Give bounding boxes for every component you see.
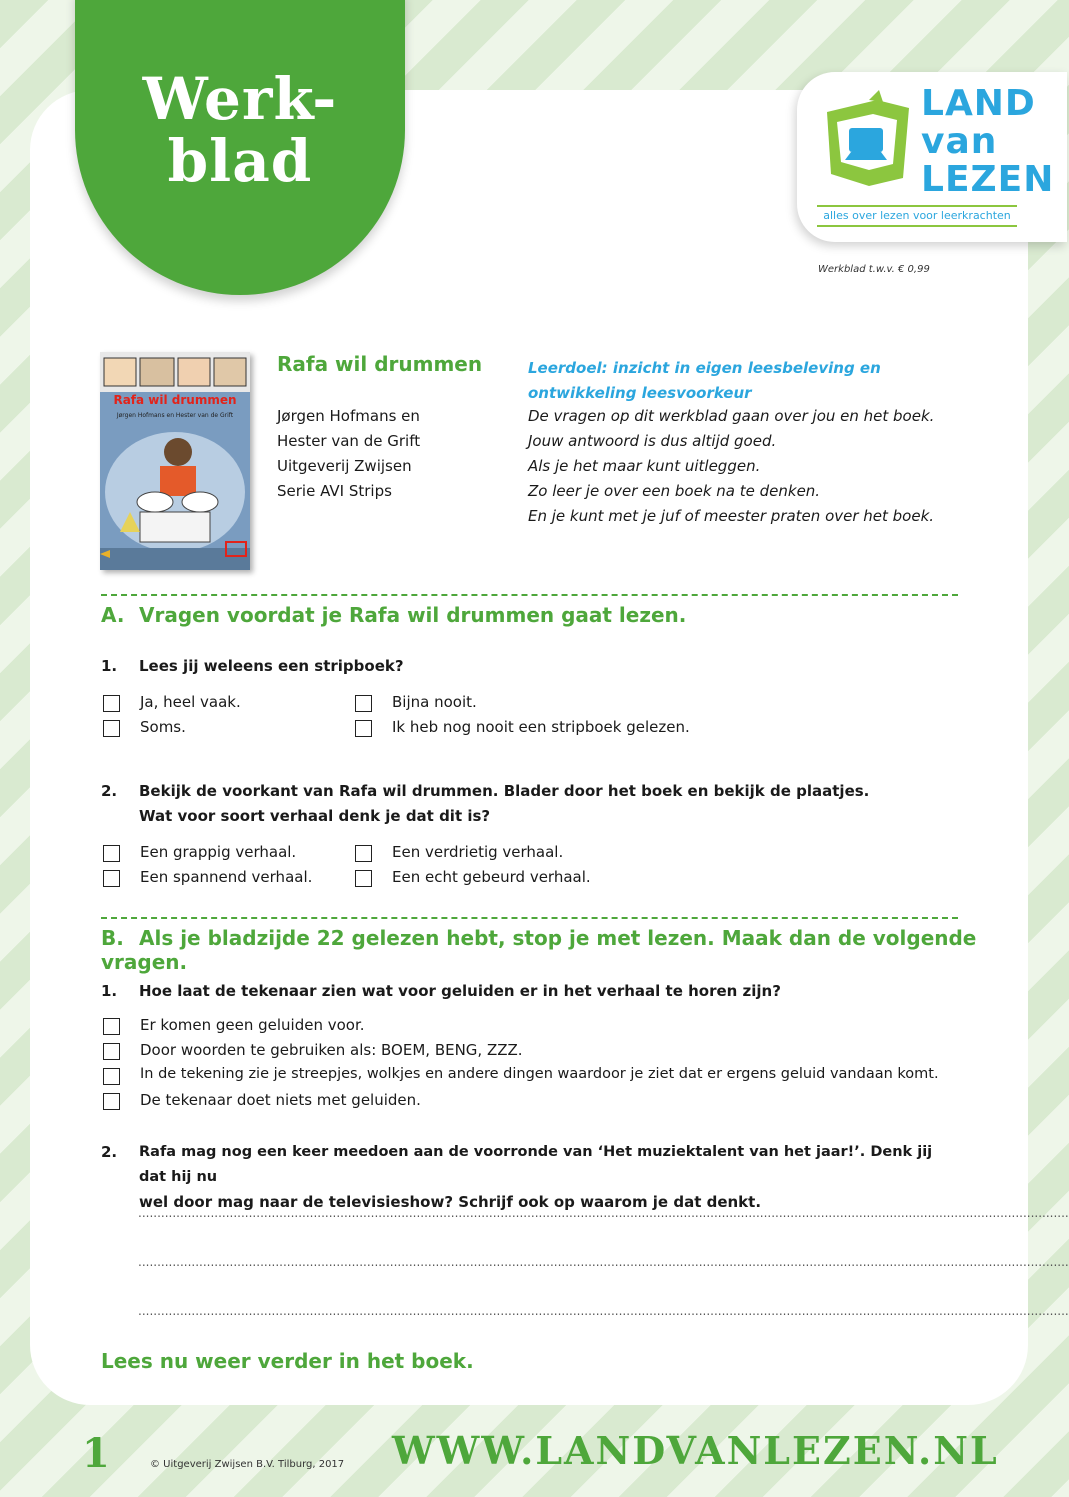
page-number: 1 (82, 1430, 110, 1477)
checkbox[interactable] (103, 720, 120, 737)
question-a2: 2. Bekijk de voorkant van Rafa wil drummen. Blader door het boek en bekijk de plaatjes. Wat voor soort verhaal denk je dat dit is? (101, 782, 870, 825)
checkbox[interactable] (103, 1043, 120, 1060)
copyright: © Uitgeverij Zwijsen B.V. Tilburg, 2017 (150, 1459, 345, 1470)
checkbox[interactable] (103, 870, 120, 887)
section-divider (101, 917, 958, 919)
question-b2: 2. Rafa mag nog een keer meedoen aan de voorronde van ‘Het muziektalent van het jaar!’. Denk jij dat hij nu wel door mag naar de televisieshow? Schrijf ook op waarom je dat denkt. (101, 1143, 933, 1211)
section-divider (101, 594, 958, 596)
website-link[interactable]: WWW.LANDVANLEZEN.NL (392, 1428, 999, 1473)
question-a1: 1. Lees jij weleens een stripboek? (101, 657, 404, 675)
logo-word-van: van (921, 121, 998, 162)
checkbox[interactable] (355, 870, 372, 887)
book-cover-image (100, 352, 250, 570)
section-b-heading: B. Als je bladzijde 22 gelezen hebt, stop je met lezen. Maak dan de volgende vragen. (101, 926, 977, 974)
book-series: Serie AVI Strips (277, 482, 392, 500)
checkbox[interactable] (355, 720, 372, 737)
logo-word-lezen: LEZEN (921, 159, 1055, 200)
price-note: Werkblad t.w.v. € 0,99 (818, 264, 930, 275)
section-a-heading: A. Vragen voordat je Rafa wil drummen gaat lezen. (101, 603, 687, 627)
land-van-lezen-logo[interactable] (797, 72, 1067, 242)
werkblad-title: Werk- blad (142, 65, 338, 195)
svg-text:Jørgen Hofmans en Hester van d: Jørgen Hofmans en Hester van de Grift (116, 412, 234, 419)
logo-word-land: LAND (921, 83, 1036, 124)
checkbox[interactable] (355, 695, 372, 712)
checkbox[interactable] (103, 1068, 120, 1085)
answer-line[interactable]: .................................................................................................................................................................................................................................................... (138, 1206, 1069, 1220)
checkbox[interactable] (355, 845, 372, 862)
checkbox[interactable] (103, 1018, 120, 1035)
book-author-2: Hester van de Grift (277, 432, 421, 450)
book-info (277, 404, 420, 504)
learning-goal: Leerdoel: inzicht in eigen leesbeleving en ontwikkeling leesvoorkeur (528, 359, 881, 402)
tv-book-icon (817, 90, 917, 190)
svg-text:Rafa wil drummen: Rafa wil drummen (113, 393, 237, 407)
answer-line[interactable]: .................................................................................................................................................................................................................................................... (138, 1255, 1069, 1269)
checkbox[interactable] (103, 1093, 120, 1110)
checkbox[interactable] (103, 845, 120, 862)
book-title: Rafa wil drummen (277, 352, 483, 376)
question-b1: 1. Hoe laat de tekenaar zien wat voor geluiden er in het verhaal te horen zijn? (101, 982, 781, 1000)
checkbox[interactable] (103, 695, 120, 712)
book-publisher: Uitgeverij Zwijsen (277, 457, 412, 475)
logo-tagline: alles over lezen voor leerkrachten (817, 205, 1017, 227)
answer-line[interactable]: .................................................................................................................................................................................................................................................... (138, 1304, 1069, 1318)
book-author-1: Jørgen Hofmans en (277, 407, 420, 425)
intro-text: De vragen op dit werkblad gaan over jou en het boek. Jouw antwoord is dus altijd goed. Als je het maar kunt uitleggen. Zo leer je over een boek na te denken. En je kunt met je juf of meester praten over het boek. (528, 407, 935, 525)
closing-instruction: Lees nu weer verder in het boek. (101, 1349, 474, 1373)
